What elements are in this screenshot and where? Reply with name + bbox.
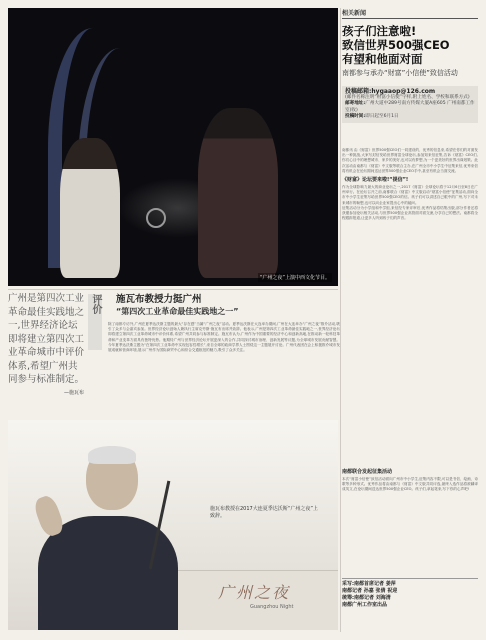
related-intro: 南都讯 由《财富》世界500强CEO们一同建设的、优秀的信息来,希望在你们的对面发出一种挑战,大家写封信发给世界财富全球论坛,参加知来信征集,告诉《财富》CEO们,你们心目中的理想城市、家乡的美好,也可以有梦想,为一个更美好的世界出谋划策。此次活动由南都与《财富》中文版等联合主办,在广州全市中小学生中征集来信,优秀来信将有机会在论坛期间送达世界500强企业CEO手中,甚至有机会当面交流。 xyxy=(342,148,478,173)
mail-address: 广州大道中289号南方传媒大厦A座605 广州南都工作室(收) xyxy=(345,101,475,113)
related-news-body xyxy=(342,148,478,221)
performance-photo xyxy=(8,8,338,286)
speaker-photo-caption: 施瓦布教授在2017大连夏季达沃斯“广州之夜”上致辞。 xyxy=(210,506,318,519)
headline-line-3: 有望和他面对面 xyxy=(342,52,423,66)
submission-email: 投稿邮箱:hygaaop@126.com xyxy=(345,88,436,95)
related-subtitle-2: 南都联合发起征集活动 xyxy=(342,469,393,475)
related-paragraph-1: 作为全球影响力最大的商业论坛之一,2017《财富》全球论坛将于12月6日至8日在广州举行。在论坛召开之前,南都联合《财富》中文版启动“财富小信使”征集活动,面向全市中小学生征集写给世界500强CEO的信。孩子们可以讲述自己眼中的广州,写下对未来城市的畅想,也可以向企业家提出心中的疑问。 xyxy=(342,185,478,205)
mail-address-row xyxy=(345,101,475,113)
performer-right xyxy=(198,108,278,278)
related-subtitle-1: 《财富》论坛要来啦!“提信”! xyxy=(342,177,409,184)
speaker-hair xyxy=(88,446,136,464)
related-subhead: 南都参与承办“财富”小信使”致信活动 xyxy=(342,69,458,77)
section-divider xyxy=(8,289,338,290)
related-paragraph-3: 本次“财富小信使”致信活动面向广州市中小学生,征集内容不限,可以是书信、绘画、诗歌等多种形式。优秀作品将由南都与《财富》中文版共同评选,最终入选作品将被翻译成英文,在论坛期间送达世界500强企业CEO。孩子们,拿起笔来,写下你的心声吧! xyxy=(342,477,478,492)
stage-logo-icon xyxy=(146,208,166,228)
performer-left xyxy=(60,138,120,278)
related-paragraph-2: 征集活动分为小学组和中学组,来信经专家评审后,优秀作品将结集出版,部分作者还将获邀参加论坛相关活动,与世界500强企业高管面对面交流,分享自己的想法。南都将全程跟踪报道,让更多人听到孩子们的声音。 xyxy=(342,205,478,221)
guangzhou-night-logo-sub: Guangzhou Night xyxy=(250,604,294,610)
pull-quote-text: 广州是第四次工业革命最佳实践地之一,世界经济论坛即将建立第四次工业革命城市中评价体系,希望广州共同参与标准制定。 xyxy=(8,293,85,385)
article-headline-block xyxy=(116,294,338,317)
credit-line-1: 采写:南都首席记者 姜萍 xyxy=(342,581,396,587)
credit-line-3: 统筹:南都记者 刘海清 xyxy=(342,595,391,601)
submission-info-box xyxy=(342,86,478,123)
deadline-row xyxy=(345,114,475,120)
credit-line-2: 南都记者 孙嘉 张倩 祝迎 xyxy=(342,588,398,594)
mail-label: 邮寄地址: xyxy=(345,101,366,107)
pull-quote-attribution: —施瓦布 xyxy=(63,389,84,396)
column-divider xyxy=(340,8,341,632)
article-headline: 施瓦布教授力挺广州 xyxy=(116,294,202,305)
related-headline xyxy=(342,24,478,66)
speaker-photo xyxy=(8,420,338,630)
pull-quote xyxy=(8,292,84,396)
related-news-lower xyxy=(342,466,478,493)
headline-line-1: 孩子们注意啦! xyxy=(342,24,417,38)
guangzhou-night-logo: 广州之夜 xyxy=(218,583,291,602)
article-body xyxy=(108,322,340,353)
credit-line-4: 南都广州工作室出品 xyxy=(342,602,388,608)
submission-note: (邮件名称注明“财富小信使”字样,附上姓名、学校和联系方式) xyxy=(345,95,470,101)
article-subheadline: “第四次工业革命最佳实践地之一” xyxy=(116,307,239,316)
article-paragraph: 除了南都专访外,广州在夏季达沃斯主题的最大“存在感”当属“广州之夜”活动。夏季达沃斯在大连举办期间,广州在大连举办“广州之夜”推介活动,吸引了众多与会嘉宾参加。世界经济论坛创始人兼执行主席克劳斯·施瓦布出席并致辞。他表示,广州是第四次工业革命最佳实践地之一,世界经济论坛即将建立第四次工业革命城市中评价体系,希望广州共同参与标准制定。施瓦布认为,广州作为中国重要的经济中心和创新高地,在推动新一轮科技革命和产业变革方面具有独特优势。他期待广州与世界经济论坛开展更深入的合作,共同探讨城市治理、创新发展等议题,为全球城市发展贡献智慧。今年夏季达沃斯主题为“在第四次工业革命中实现包容性增长”,来自全球的政商学界人士围绕这一主题展开讨论。广州代表团在会上积极推介城市发展成就和营商环境,展示广州作为国际商贸中心和综合交通枢纽的魅力,吸引了众多关注。 xyxy=(108,322,340,353)
section-tag: 相关新闻 xyxy=(342,8,478,19)
photo-caption: “广州之夜”上演中西文化节目。 xyxy=(259,275,330,281)
headline-line-2: 致信世界500强CEO xyxy=(342,38,450,52)
credits xyxy=(342,578,478,609)
related-news-header xyxy=(342,8,478,123)
deadline: 即日起至6月1日 xyxy=(365,113,399,119)
deadline-label: 投稿时间: xyxy=(345,113,366,119)
comment-label: 评价 xyxy=(90,294,101,314)
